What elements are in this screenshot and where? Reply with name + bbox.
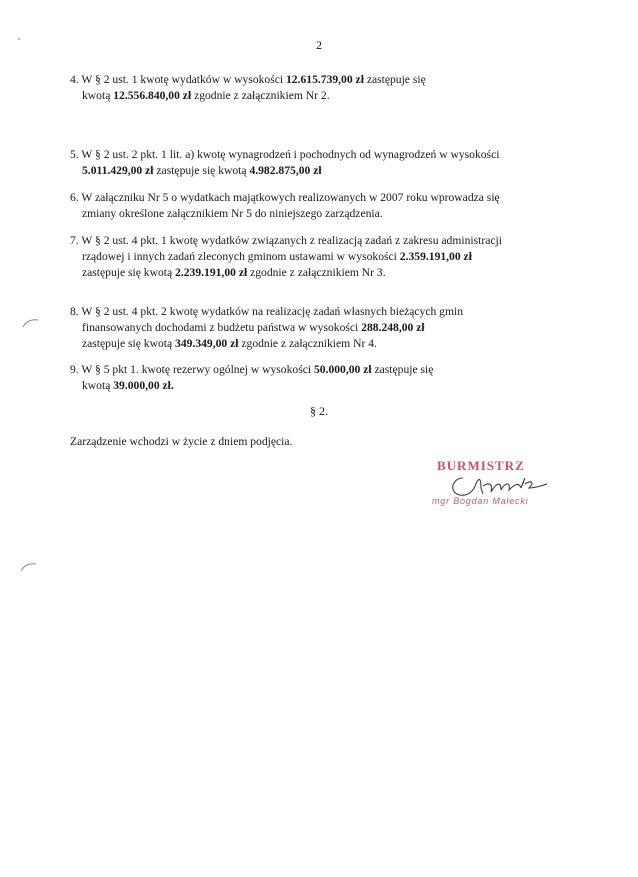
- item-7-line-3: [70, 265, 550, 281]
- text-run: zastępuje się kwotą: [153, 164, 250, 177]
- scan-margin-mark: [22, 318, 40, 328]
- item-5-line-2: [70, 163, 550, 179]
- text-run: zastępuje się: [363, 73, 426, 86]
- list-item-5: [70, 147, 550, 179]
- text-run: 8. W § 2 ust. 4 pkt. 2 kwotę wydatków na realizację zadań własnych bieżących gmin: [70, 305, 463, 318]
- text-run: kwotą: [82, 89, 114, 102]
- amount-text: 5.011.429,00 zł: [82, 164, 154, 177]
- text-run: zmiany określone załącznikiem Nr 5 do niniejszego zarządzenia.: [82, 207, 383, 220]
- item-4-line-2: [70, 88, 550, 104]
- amount-text: 288.248,00 zł: [361, 321, 425, 334]
- text-run: 7. W § 2 ust. 4 pkt. 1 kwotę wydatków związanych z realizacją zadań z zakresu administracji: [70, 234, 502, 247]
- amount-text: 2.239.191,00 zł: [175, 266, 248, 279]
- item-9-line-1: [70, 362, 550, 378]
- amount-text: 4.982.875,00 zł: [249, 164, 322, 177]
- item-4-line-1: [70, 72, 550, 88]
- section-mark: § 2.: [310, 404, 328, 418]
- text-run: zgodnie z załącznikiem Nr 4.: [238, 337, 377, 350]
- text-run: zgodnie z załącznikiem Nr 2.: [191, 89, 330, 102]
- item-8-line-1: [70, 304, 550, 320]
- list-item-4: [70, 72, 550, 104]
- list-item-6: [70, 190, 550, 222]
- list-item-8: [70, 304, 550, 352]
- amount-text: 12.556.840,00 zł: [113, 89, 192, 102]
- list-item-7: [70, 233, 550, 281]
- closing-sentence: Zarządzenie wchodzi w życie z dniem podjęcia.: [70, 435, 293, 448]
- text-run: 4. W § 2 ust. 1 kwotę wydatków w wysokości: [70, 73, 286, 86]
- text-run: zastępuje się kwotą: [82, 266, 176, 279]
- scan-dot: [16, 36, 22, 42]
- item-6-line-1: [70, 190, 550, 206]
- stamp-title: BURMISTRZ: [437, 458, 525, 473]
- text-run: zgodnie z załącznikiem Nr 3.: [247, 266, 386, 279]
- item-9-line-2: [70, 378, 550, 394]
- text-run: 6. W załączniku Nr 5 o wydatkach majątkowych realizowanych w 2007 roku wprowadza się: [70, 191, 500, 204]
- text-run: finansowanych dochodami z budżetu państwa w wysokości: [82, 321, 362, 334]
- list-item-9: [70, 362, 550, 394]
- page-number: 2: [316, 38, 322, 52]
- item-8-line-2: [70, 320, 550, 336]
- amount-text: 12.615.739,00 zł: [285, 73, 364, 86]
- item-7-line-2: [70, 249, 550, 265]
- text-run: zastępuje się kwotą: [82, 337, 176, 350]
- scan-margin-mark: [20, 562, 38, 572]
- amount-text: 349.349,00 zł: [175, 337, 239, 350]
- item-6-line-2: [70, 206, 550, 222]
- text-run: 5. W § 2 ust. 2 pkt. 1 lit. a) kwotę wynagrodzeń i pochodnych od wynagrodzeń w wysokości: [70, 148, 500, 161]
- amount-text: 50.000,00 zł: [313, 363, 372, 376]
- item-8-line-3: [70, 336, 550, 352]
- amount-text: 2.359.191,00 zł: [399, 250, 472, 263]
- text-run: kwotą: [82, 379, 114, 392]
- text-run: zastępuje się: [371, 363, 434, 376]
- item-5-line-1: [70, 147, 550, 163]
- text-run: 9. W § 5 pkt 1. kwotę rezerwy ogólnej w wysokości: [70, 363, 314, 376]
- amount-text: 39.000,00 zł.: [113, 379, 174, 392]
- text-run: rządowej i innych zadań zleconych gminom ustawami w wysokości: [82, 250, 400, 263]
- stamp-name: mgr Bogdan Małecki: [432, 496, 529, 506]
- item-7-line-1: [70, 233, 550, 249]
